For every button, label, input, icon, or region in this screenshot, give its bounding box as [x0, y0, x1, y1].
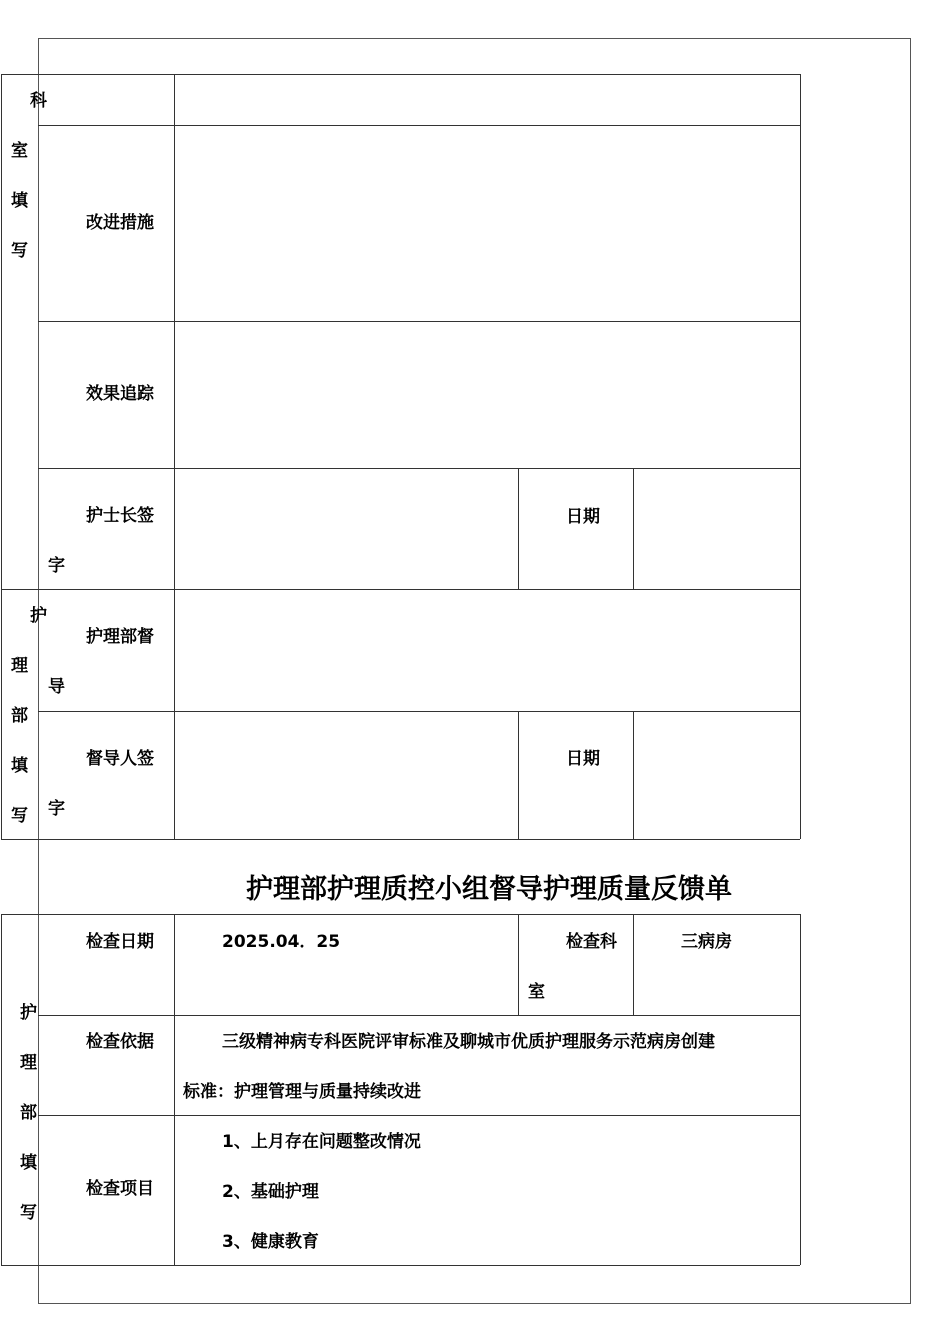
nursing-side-char: 写 — [11, 806, 28, 826]
dept-side-char: 室 — [11, 141, 28, 161]
improvement-label: 改进措施 — [86, 213, 154, 233]
lower-side-char: 理 — [20, 1053, 37, 1073]
check-date-value[interactable]: 2025.04．25 — [222, 932, 341, 952]
date-field[interactable] — [635, 470, 798, 587]
nursing-side-char: 部 — [11, 706, 28, 726]
check-dept-label-cont: 室 — [528, 982, 545, 1002]
effect-tracking-label: 效果追踪 — [86, 384, 154, 404]
effect-tracking-field[interactable] — [176, 323, 798, 466]
nursing-side-char: 理 — [11, 656, 28, 676]
supervision-label: 护理部督 — [86, 627, 154, 647]
improvement-field[interactable] — [176, 127, 798, 319]
check-basis-text: 三级精神病专科医院评审标准及聊城市优质护理服务示范病房创建 — [222, 1032, 715, 1052]
check-dept-value[interactable]: 三病房 — [681, 932, 732, 952]
nursing-side-char: 护 — [30, 606, 47, 626]
check-item: 1、上月存在问题整改情况 — [222, 1132, 421, 1152]
supervision-field[interactable] — [176, 591, 798, 709]
check-basis-text-cont: 标准：护理管理与质量持续改进 — [183, 1082, 421, 1102]
check-dept-label: 检查科 — [566, 932, 617, 952]
date-field[interactable] — [635, 713, 798, 837]
check-basis-label: 检查依据 — [86, 1032, 154, 1052]
head-nurse-sign-label-cont: 字 — [48, 556, 65, 576]
form-title: 护理部护理质控小组督导护理质量反馈单 — [246, 874, 732, 905]
supervisor-signature-field[interactable] — [176, 713, 516, 837]
lower-side-char: 填 — [20, 1153, 37, 1173]
lower-side-char: 护 — [20, 1003, 37, 1023]
date-label: 日期 — [566, 749, 600, 769]
lower-side-char: 部 — [20, 1103, 37, 1123]
check-items-label: 检查项目 — [86, 1179, 154, 1199]
date-label: 日期 — [566, 507, 600, 527]
check-item: 3、健康教育 — [222, 1232, 319, 1252]
dept-side-char: 写 — [11, 241, 28, 261]
dept-side-char: 填 — [11, 191, 28, 211]
head-nurse-signature-field[interactable] — [176, 470, 516, 587]
supervisor-sign-label: 督导人签 — [86, 749, 154, 769]
supervision-label-cont: 导 — [48, 677, 65, 697]
dept-side-char: 科 — [30, 91, 47, 111]
head-nurse-sign-label: 护士长签 — [86, 506, 154, 526]
supervisor-sign-label-cont: 字 — [48, 799, 65, 819]
check-item: 2、基础护理 — [222, 1182, 319, 1202]
lower-side-char: 写 — [20, 1203, 37, 1223]
nursing-side-char: 填 — [11, 756, 28, 776]
check-date-label: 检查日期 — [86, 932, 154, 952]
